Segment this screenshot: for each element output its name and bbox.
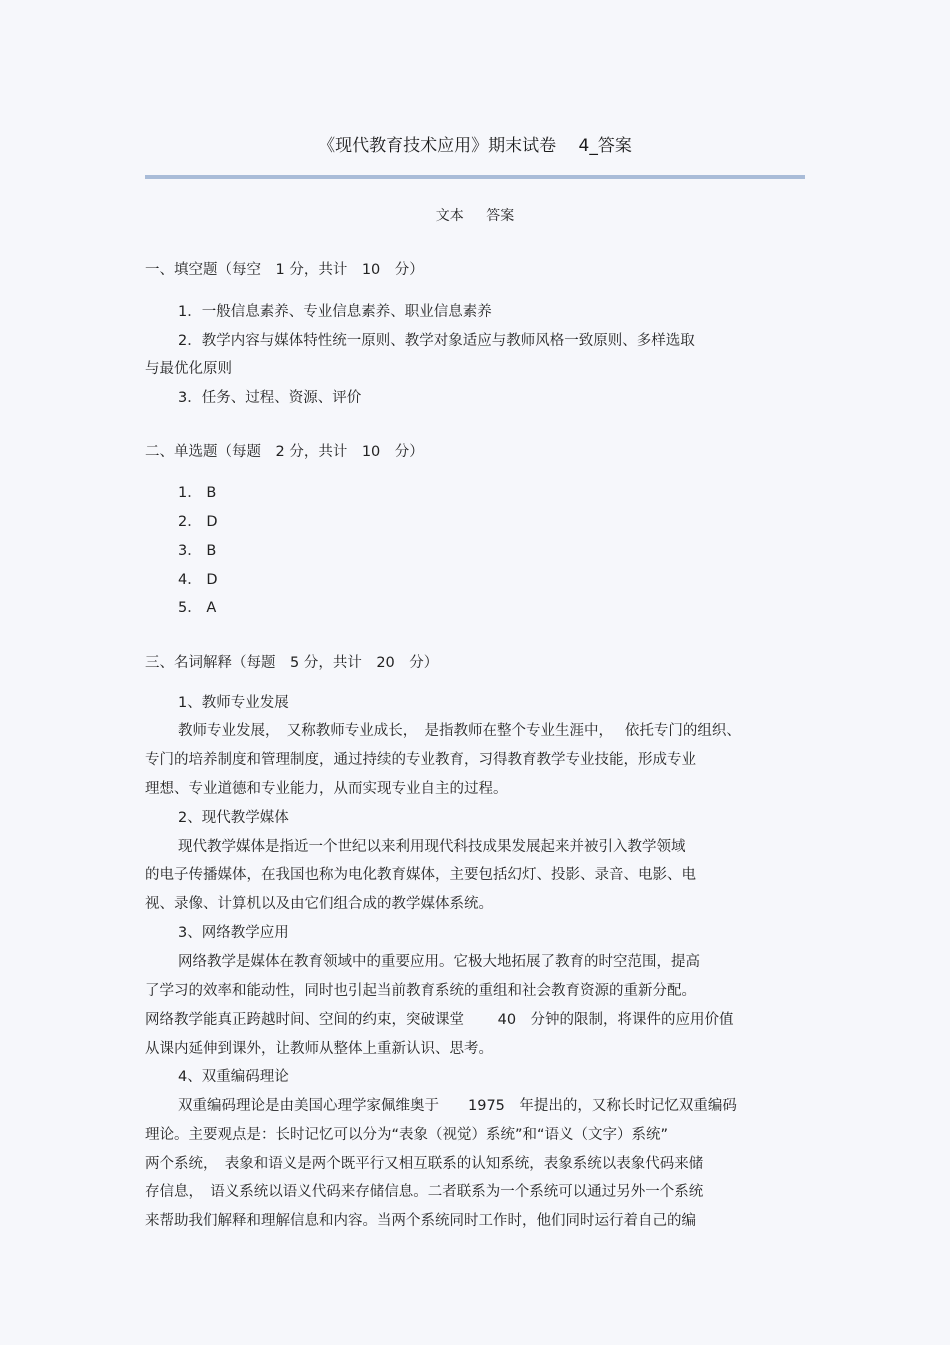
answer-line: 专门的培养制度和管理制度，通过持续的专业教育，习得教育教学专业技能，形成专业	[145, 752, 696, 768]
answer-line: 4． D	[178, 572, 218, 588]
answer-line: 2． D	[178, 514, 218, 530]
answer-line: 了学习的效率和能动性，同时也引起当前教育系统的重组和社会教育资源的重新分配。	[145, 983, 696, 999]
answer-line: 从课内延伸到课外，让教师从整体上重新认识、思考。	[145, 1041, 493, 1057]
answer-line: 与最优化原则	[145, 361, 232, 377]
term-heading: 2、现代教学媒体	[178, 810, 289, 826]
title-divider	[145, 175, 805, 179]
document-title: 《现代教育技术应用》期末试卷 4_答案	[318, 136, 632, 156]
answer-line: 来帮助我们解释和理解信息和内容。当两个系统同时工作时，他们同时运行着自己的编	[145, 1213, 696, 1229]
answer-line: 网络教学是媒体在教育领域中的重要应用。它极大地拓展了教育的时空范围，提高	[178, 954, 700, 970]
term-heading: 3、网络教学应用	[178, 925, 289, 941]
answer-line: 1．一般信息素养、专业信息素养、职业信息素养	[178, 304, 492, 320]
answer-line: 存信息， 语义系统以语义代码来存储信息。二者联系为一个系统可以通过另外一个系统	[145, 1184, 704, 1200]
section-heading-fill-blank: 一、填空题（每空 1 分，共计 10 分）	[145, 262, 424, 278]
answer-line: 理想、专业道德和专业能力，从而实现专业自主的过程。	[145, 781, 508, 797]
answer-line: 网络教学能真正跨越时间、空间的约束，突破课堂 40 分钟的限制，将课件的应用价值	[145, 1012, 734, 1028]
document-subtitle: 文本 答案	[435, 208, 515, 224]
section-heading-term-definition: 三、名词解释（每题 5 分，共计 20 分）	[145, 655, 439, 671]
term-heading: 4、双重编码理论	[178, 1069, 289, 1085]
answer-line: 两个系统， 表象和语义是两个既平行又相互联系的认知系统，表象系统以表象代码来储	[145, 1156, 704, 1172]
answer-line: 3． B	[178, 543, 217, 559]
answer-line: 的电子传播媒体，在我国也称为电化教育媒体，主要包括幻灯、投影、录音、电影、电	[145, 867, 696, 883]
answer-line: 双重编码理论是由美国心理学家佩维奥于 1975 年提出的，又称长时记忆双重编码	[178, 1098, 737, 1114]
term-heading: 1、教师专业发展	[178, 695, 289, 711]
section-heading-single-choice: 二、单选题（每题 2 分，共计 10 分）	[145, 444, 424, 460]
answer-line: 5． A	[178, 600, 217, 616]
answer-line: 理论。主要观点是：长时记忆可以分为“表象（视觉）系统”和“语义（文字）系统”	[145, 1127, 669, 1143]
answer-line: 2．教学内容与媒体特性统一原则、教学对象适应与教师风格一致原则、多样选取	[178, 333, 695, 349]
answer-line: 教师专业发展， 又称教师专业成长， 是指教师在整个专业生涯中， 依托专门的组织、	[178, 723, 741, 739]
answer-line: 1． B	[178, 485, 217, 501]
answer-line: 现代教学媒体是指近一个世纪以来利用现代科技成果发展起来并被引入教学领域	[178, 839, 686, 855]
answer-line: 视、录像、计算机以及由它们组合成的教学媒体系统。	[145, 896, 493, 912]
answer-line: 3．任务、过程、资源、评价	[178, 390, 362, 406]
